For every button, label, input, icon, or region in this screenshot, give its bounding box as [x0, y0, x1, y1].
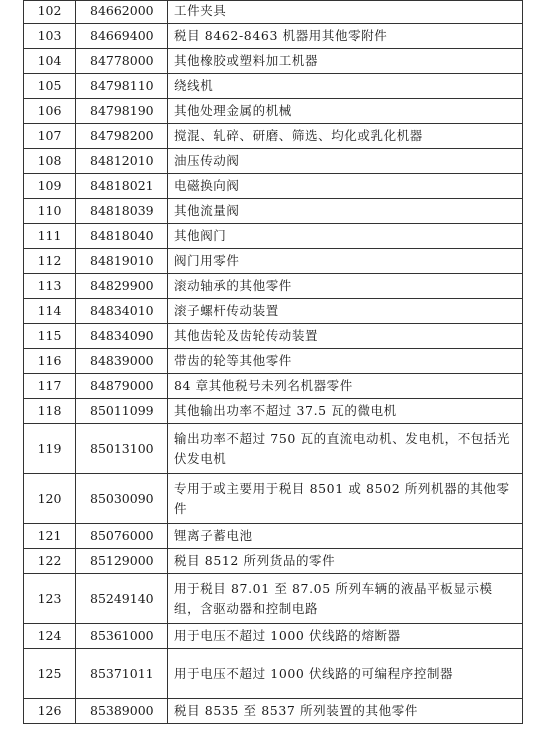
hs-code: 85011099	[76, 399, 168, 424]
item-description: 滚动轴承的其他零件	[168, 274, 523, 299]
table-row	[24, 49, 523, 74]
table-row	[24, 649, 523, 699]
item-description: 用于电压不超过 1000 伏线路的熔断器	[168, 624, 523, 649]
table-row	[24, 24, 523, 49]
table-row	[24, 399, 523, 424]
row-number: 115	[24, 324, 76, 349]
hs-code: 84818039	[76, 199, 168, 224]
item-description: 工件夹具	[168, 1, 523, 24]
item-description: 其他流量阀	[168, 199, 523, 224]
row-number: 124	[24, 624, 76, 649]
hs-code: 84798190	[76, 99, 168, 124]
table-row	[24, 474, 523, 524]
hs-code: 84834090	[76, 324, 168, 349]
hs-code: 84798110	[76, 74, 168, 99]
row-number: 126	[24, 699, 76, 724]
table-row	[24, 74, 523, 99]
item-description: 其他橡胶或塑料加工机器	[168, 49, 523, 74]
row-number: 104	[24, 49, 76, 74]
table-row	[24, 299, 523, 324]
row-number: 110	[24, 199, 76, 224]
table-row	[24, 149, 523, 174]
row-number: 114	[24, 299, 76, 324]
table-row	[24, 99, 523, 124]
table-row	[24, 349, 523, 374]
hs-code: 85389000	[76, 699, 168, 724]
row-number: 119	[24, 424, 76, 474]
row-number: 125	[24, 649, 76, 699]
item-description: 84 章其他税号未列名机器零件	[168, 374, 523, 399]
hs-code: 85249140	[76, 574, 168, 624]
hs-code: 84819010	[76, 249, 168, 274]
table-row	[24, 624, 523, 649]
row-number: 111	[24, 224, 76, 249]
item-description: 其他处理金属的机械	[168, 99, 523, 124]
row-number: 103	[24, 24, 76, 49]
item-description: 绕线机	[168, 74, 523, 99]
row-number: 113	[24, 274, 76, 299]
item-description: 税目 8535 至 8537 所列装置的其他零件	[168, 699, 523, 724]
item-description: 输出功率不超过 750 瓦的直流电动机、发电机，不包括光伏发电机	[168, 424, 523, 474]
hs-code: 84818040	[76, 224, 168, 249]
hs-code: 84669400	[76, 24, 168, 49]
hs-code: 84818021	[76, 174, 168, 199]
item-description: 带齿的轮等其他零件	[168, 349, 523, 374]
table-row	[24, 224, 523, 249]
item-description: 用于电压不超过 1000 伏线路的可编程序控制器	[168, 649, 523, 699]
hs-code: 84879000	[76, 374, 168, 399]
table-row	[24, 124, 523, 149]
table-row	[24, 549, 523, 574]
item-description: 其他齿轮及齿轮传动装置	[168, 324, 523, 349]
row-number: 120	[24, 474, 76, 524]
item-description: 滚子螺杆传动装置	[168, 299, 523, 324]
row-number: 107	[24, 124, 76, 149]
row-number: 102	[24, 1, 76, 24]
hs-code: 84829900	[76, 274, 168, 299]
table-row	[24, 1, 523, 24]
hs-code: 84778000	[76, 49, 168, 74]
item-description: 专用于或主要用于税目 8501 或 8502 所列机器的其他零件	[168, 474, 523, 524]
hs-code: 84798200	[76, 124, 168, 149]
row-number: 105	[24, 74, 76, 99]
hs-code: 84834010	[76, 299, 168, 324]
item-description: 用于税目 87.01 至 87.05 所列车辆的液晶平板显示模组，含驱动器和控制电路	[168, 574, 523, 624]
hs-code: 84839000	[76, 349, 168, 374]
table-row	[24, 199, 523, 224]
row-number: 123	[24, 574, 76, 624]
hs-code: 85129000	[76, 549, 168, 574]
tariff-table-body	[24, 1, 523, 724]
tariff-table-page	[23, 0, 523, 724]
table-row	[24, 574, 523, 624]
row-number: 108	[24, 149, 76, 174]
item-description: 其他阀门	[168, 224, 523, 249]
table-row	[24, 249, 523, 274]
item-description: 油压传动阀	[168, 149, 523, 174]
table-row	[24, 174, 523, 199]
item-description: 税目 8512 所列货品的零件	[168, 549, 523, 574]
table-row	[24, 524, 523, 549]
item-description: 电磁换向阀	[168, 174, 523, 199]
hs-code: 85013100	[76, 424, 168, 474]
row-number: 106	[24, 99, 76, 124]
table-row	[24, 424, 523, 474]
table-row	[24, 324, 523, 349]
row-number: 112	[24, 249, 76, 274]
row-number: 117	[24, 374, 76, 399]
row-number: 121	[24, 524, 76, 549]
table-row	[24, 699, 523, 724]
row-number: 122	[24, 549, 76, 574]
row-number: 118	[24, 399, 76, 424]
row-number: 109	[24, 174, 76, 199]
item-description: 税目 8462-8463 机器用其他零附件	[168, 24, 523, 49]
item-description: 锂离子蓄电池	[168, 524, 523, 549]
hs-code: 85030090	[76, 474, 168, 524]
tariff-table	[23, 0, 523, 724]
hs-code: 85076000	[76, 524, 168, 549]
hs-code: 84812010	[76, 149, 168, 174]
table-row	[24, 274, 523, 299]
row-number: 116	[24, 349, 76, 374]
table-row	[24, 374, 523, 399]
item-description: 阀门用零件	[168, 249, 523, 274]
item-description: 其他输出功率不超过 37.5 瓦的微电机	[168, 399, 523, 424]
hs-code: 85371011	[76, 649, 168, 699]
hs-code: 85361000	[76, 624, 168, 649]
hs-code: 84662000	[76, 1, 168, 24]
item-description: 搅混、轧碎、研磨、筛选、均化或乳化机器	[168, 124, 523, 149]
